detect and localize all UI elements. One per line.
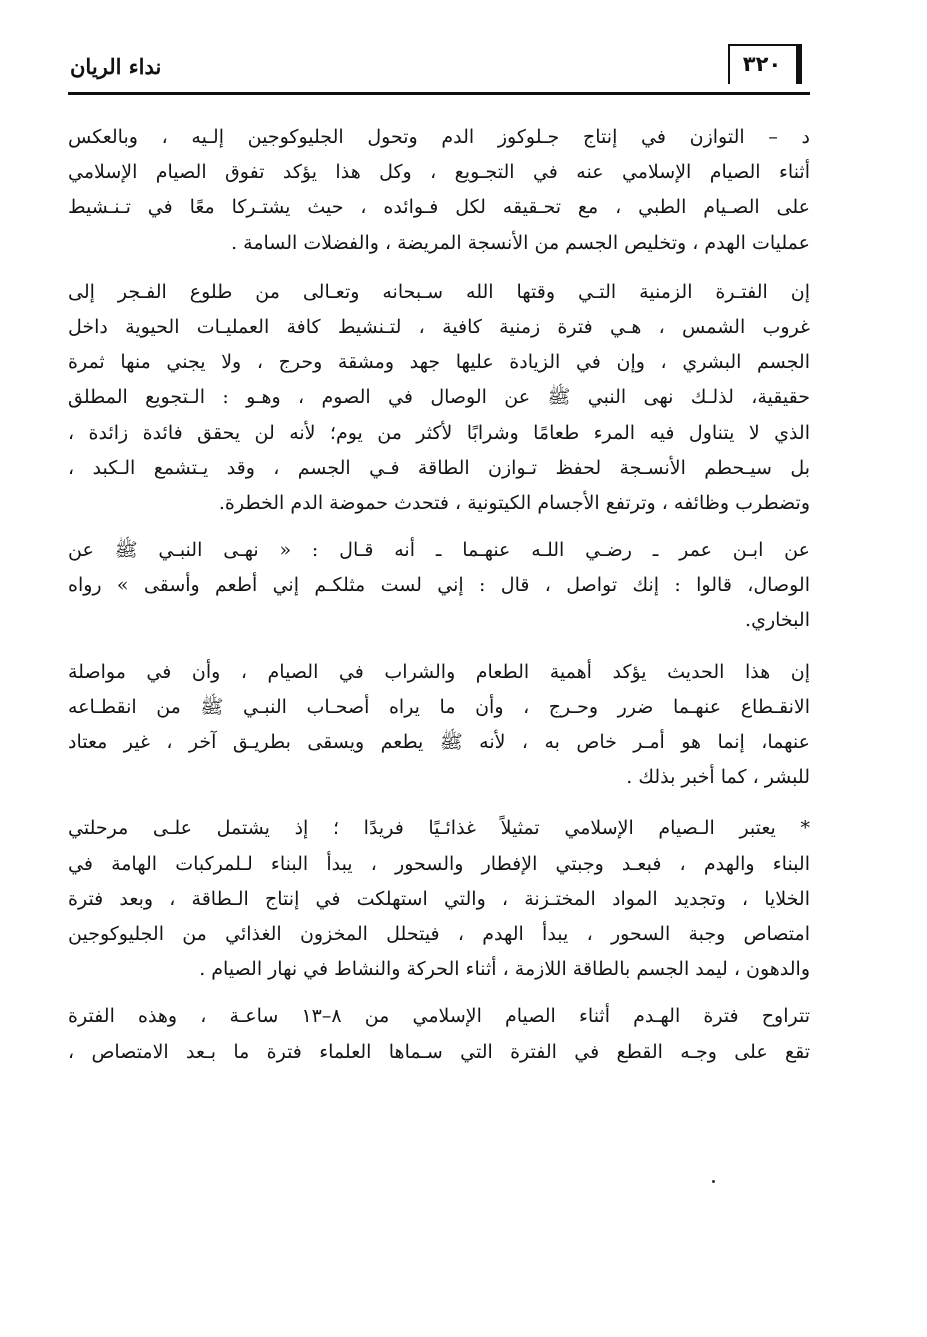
text-line: وتضطرب وظائفه ، وترتفع الأجسام الكيتونية ، فتحدث حموضة الدم الخطرة.: [218, 491, 810, 514]
text-line: حقيقية، لذلـك نهى النبي ﷺ عن الوصال في الصوم ، وهـو : الـتجويع المطلق: [68, 386, 810, 409]
paragraph-5: [68, 811, 810, 987]
text-line: إن الفتـرة الزمنية التـي وقتها الله سـبحانه وتعـالى من طلوع الفـجر إلى: [68, 280, 810, 303]
text-line: الجسم البشري ، وإن في الزيادة عليها جهد ومشقة وحرج ، ولا يجني منها ثمرة: [68, 351, 810, 374]
text-line: غروب الشمس ، هـي فترة زمنية كافية ، لتـنشيط كافة العمليـات الحيوية داخل: [68, 315, 810, 338]
text-line: عن ابـن عمر ـ رضـي اللـه عنهـما ـ أنه قـال : « نهـى النبـي ﷺ عن: [68, 539, 810, 562]
text-line: والدهون ، ليمد الجسم بالطاقة اللازمة ، أثناء الحركة والنشاط في نهار الصيام .: [199, 958, 810, 981]
page-number: ٣٢٠: [742, 52, 782, 76]
text-line: للبشر ، كما أخبر بذلك .: [626, 766, 810, 789]
text-line: الانقـطاع عنهـما ضرر وحـرج ، وأن ما يراه أصحـاب النبـي ﷺ من انقطـاعه: [68, 695, 810, 718]
text-line: البناء والهدم ، فبعـد وجبتي الإفطار والسحور ، يبدأ البناء لـلمركبات الهامة في: [68, 852, 810, 875]
text-line: الذي لا يتناول فيه المرء طعامًا وشرابًا لأكثر من يوم؛ لأنه لن يحقق فائدة زائدة ،: [68, 421, 810, 444]
body-text: [68, 120, 810, 1084]
text-line: أثناء الصيام الإسلامي عنه في التجـويع ، وكل هذا يؤكد تفوق الصيام الإسلامي: [68, 161, 810, 184]
paragraph-4: [68, 655, 810, 796]
header-rule: [68, 92, 810, 95]
scan-speck: [712, 1180, 715, 1183]
running-title: نداء الريان: [70, 54, 162, 79]
text-line: امتصاص وجبة السحور ، يبدأ الهدم ، فيتحلل المخزون الغذائي من الجليوكوجين: [68, 922, 810, 945]
text-line: البخاري.: [745, 609, 810, 632]
page-header: [68, 44, 810, 94]
text-line: الوصال، قالوا : إنك تواصل ، قال : إني لست مثلكـم إني أطعم وأسقى » رواه: [68, 574, 810, 597]
text-line: على الصـيام الطبي ، مع تحـقيقه لكل فـوائده ، حيث يشتـركا معًا في تـنـشيط: [68, 196, 810, 219]
text-line: بل سيـحطم الأنسـجة لحفظ تـوازن الطاقة فـي الجسم ، وقد يـتشمع الـكبد ،: [68, 456, 810, 479]
paragraph-2: [68, 275, 810, 521]
text-line: تتراوح فترة الهـدم أثناء الصيام الإسلامي من ٨–١٣ ساعـة ، وهذه الفترة: [68, 1005, 810, 1028]
paragraph-3-hadith: [68, 533, 810, 639]
paragraph-6: [68, 999, 810, 1069]
text-line: إن هذا الحديث يؤكد أهمية الطعام والشراب في الصيام ، وأن في مواصلة: [68, 660, 810, 683]
paragraph-1: [68, 120, 810, 261]
text-line: تقع على وجـه القطع في الفترة التي سـماها العلماء فترة ما بـعد الامتصاص ،: [68, 1040, 810, 1063]
page-number-frame: [728, 44, 802, 84]
text-line: د – التوازن في إنتاج جـلوكوز الدم وتحول الجليوكوجين إلـيه ، وبالعكس: [68, 126, 810, 148]
text-line: الخلايا ، وتجديد المواد المختـزنة ، والتي استهلكت في إنتاج الـطاقة ، وبعد فترة: [68, 887, 810, 910]
text-line: عمليات الهدم ، وتخليص الجسم من الأنسجة المريضة ، والفضلات السامة .: [231, 231, 810, 254]
text-line: عنهما، إنما هو أمـر خاص به ، لأنه ﷺ يطعم ويسقى بطريـق آخر ، غير معتاد: [68, 731, 810, 753]
text-line: * يعتبر الـصيام الإسلامي تمثيلاً غذائـيًا فريدًا ؛ إذ يشتمل علـى مرحلتي: [68, 817, 810, 840]
